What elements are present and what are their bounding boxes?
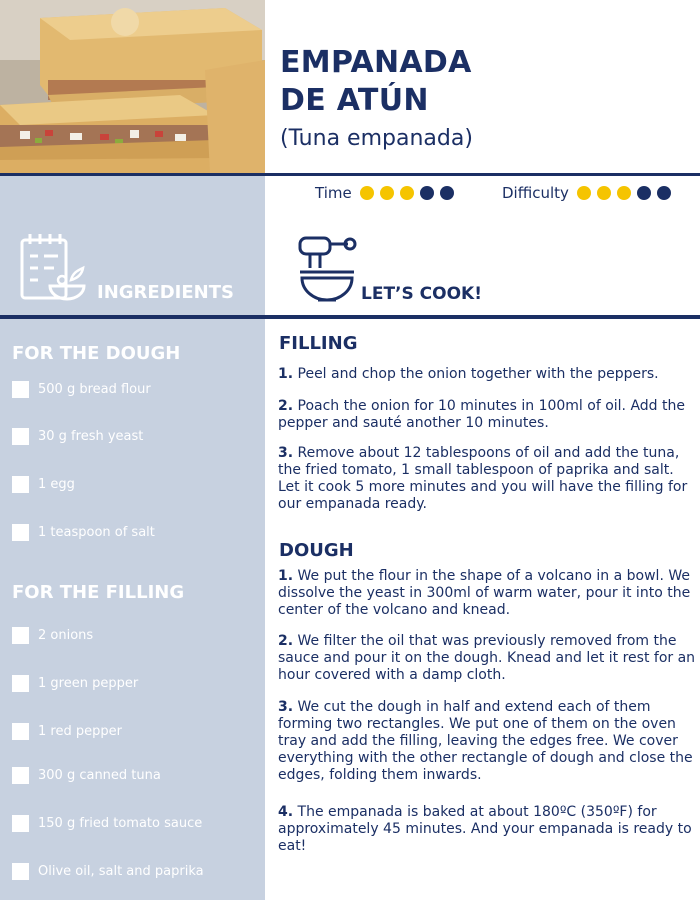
ingredient-item[interactable] [12, 381, 151, 398]
filling-step [278, 366, 698, 383]
ingredient-checkbox[interactable] [12, 723, 29, 740]
rating-dot-filled [380, 186, 394, 200]
rating-dot-filled [617, 186, 631, 200]
ingredient-label: 500 g bread flour [38, 382, 151, 397]
rating-dot-empty [657, 186, 671, 200]
ingredient-label: 1 teaspoon of salt [38, 525, 155, 540]
ingredient-checkbox[interactable] [12, 767, 29, 784]
step-number: 3. [278, 445, 294, 461]
title-line-1: EMPANADA [280, 45, 472, 80]
dough-step [278, 804, 698, 855]
time-dots [360, 186, 454, 200]
ingredient-item[interactable] [12, 767, 161, 784]
step-text: The empanada is baked at about 180ºC (350ºF) for approximately 45 minutes. And your empanada is ready to eat! [278, 804, 692, 854]
ingredient-checkbox[interactable] [12, 524, 29, 541]
step-text: We put the flour in the shape of a volcano in a bowl. We dissolve the yeast in 300ml of warm water, pour it into the center of the volcano and knead. [278, 568, 691, 618]
ingredient-label: 1 red pepper [38, 724, 122, 739]
filling-ingredients-title: FOR THE FILLING [12, 582, 185, 603]
filling-steps-title: FILLING [279, 333, 358, 354]
filling-step [278, 398, 698, 432]
rating-dot-empty [440, 186, 454, 200]
ingredient-checkbox[interactable] [12, 675, 29, 692]
ingredient-checkbox[interactable] [12, 476, 29, 493]
ingredient-item[interactable] [12, 476, 75, 493]
recipe-checklist-icon [16, 230, 88, 306]
ingredient-item[interactable] [12, 863, 204, 880]
section-divider [0, 315, 700, 319]
dough-step [278, 699, 698, 784]
step-text: Peel and chop the onion together with the peppers. [297, 366, 659, 382]
rating-dot-filled [577, 186, 591, 200]
rating-dot-filled [597, 186, 611, 200]
ingredient-checkbox[interactable] [12, 381, 29, 398]
title-line-2: DE ATÚN [280, 83, 429, 118]
ingredient-item[interactable] [12, 428, 143, 445]
difficulty-label: Difficulty [502, 184, 569, 202]
dough-step [278, 633, 698, 684]
dough-step [278, 568, 698, 619]
ingredient-label: 30 g fresh yeast [38, 429, 144, 444]
step-text: We cut the dough in half and extend each of them forming two rectangles. We put one of them on the oven tray and add the filling, leaving the edges free. We cover everything with the other rectangle of dough and close the edges, folding them inwards. [278, 699, 693, 783]
step-text: Remove about 12 tablespoons of oil and add the tuna, the fried tomato, 1 small tablespoon of paprika and salt. Let it cook 5 more minutes and you will have the filling for our empanada ready. [278, 445, 688, 512]
mixer-bowl-icon [296, 234, 362, 306]
step-text: Poach the onion for 10 minutes in 100ml of oil. Add the pepper and sauté another 10 minutes. [278, 398, 685, 431]
step-number: 3. [278, 699, 294, 715]
lets-cook-heading: LET’S COOK! [361, 284, 482, 304]
ingredients-heading: INGREDIENTS [97, 282, 234, 303]
recipe-subtitle: (Tuna empanada) [280, 126, 473, 151]
ingredient-label: 1 egg [38, 477, 75, 492]
ingredient-item[interactable] [12, 723, 122, 740]
step-number: 2. [278, 398, 294, 414]
step-text: We filter the oil that was previously removed from the sauce and pour it on the dough. Knead and let it rest for an hour covered with a damp cloth. [278, 633, 696, 683]
ingredient-label: 2 onions [38, 628, 94, 643]
rating-dot-empty [637, 186, 651, 200]
step-number: 2. [278, 633, 294, 649]
recipe-title [280, 44, 472, 120]
dough-steps-title: DOUGH [279, 540, 354, 561]
ingredient-checkbox[interactable] [12, 815, 29, 832]
empanada-image [0, 0, 265, 174]
step-number: 4. [278, 804, 294, 820]
dough-ingredients-title: FOR THE DOUGH [12, 343, 181, 364]
ingredient-item[interactable] [12, 675, 138, 692]
ingredient-checkbox[interactable] [12, 428, 29, 445]
ingredient-item[interactable] [12, 627, 93, 644]
difficulty-dots [577, 186, 671, 200]
ingredient-label: 1 green pepper [38, 676, 139, 691]
filling-step [278, 445, 698, 513]
difficulty-rating [502, 184, 671, 202]
ingredient-checkbox[interactable] [12, 627, 29, 644]
step-number: 1. [278, 568, 294, 584]
ingredient-label: Olive oil, salt and paprika [38, 864, 204, 879]
rating-dot-filled [360, 186, 374, 200]
rating-dot-empty [420, 186, 434, 200]
time-rating [315, 184, 454, 202]
time-label: Time [315, 184, 352, 202]
ingredient-label: 300 g canned tuna [38, 768, 161, 783]
ingredient-checkbox[interactable] [12, 863, 29, 880]
ingredient-item[interactable] [12, 815, 202, 832]
header-divider [0, 173, 700, 176]
step-number: 1. [278, 366, 294, 382]
ingredient-label: 150 g fried tomato sauce [38, 816, 203, 831]
ingredient-item[interactable] [12, 524, 155, 541]
rating-dot-filled [400, 186, 414, 200]
empanada-photo [0, 0, 265, 174]
